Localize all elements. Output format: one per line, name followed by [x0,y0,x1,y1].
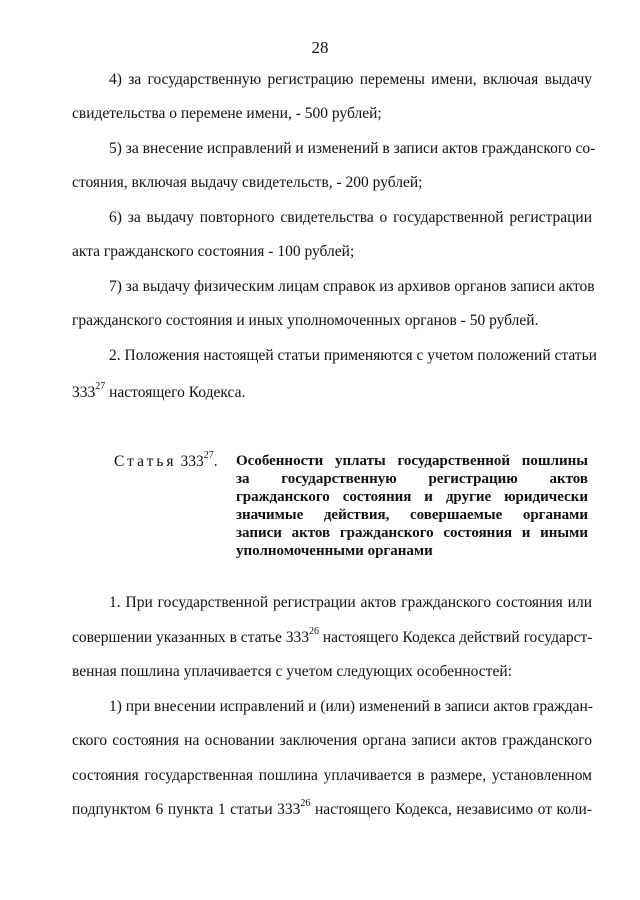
section-2-line-2 [72,380,592,403]
article-superscript: 27 [95,380,106,392]
paragraph-7-line-1: 7) за выдачу физическим лицам справок из архивов органов записи актов [109,278,595,295]
body-2-line-4-pre: подпунктом 6 пункта 1 статьи [72,801,278,818]
article-label-superscript: 27 [203,449,214,461]
body-2-article-superscript: 26 [300,797,311,809]
body-2-article-number: 333 [277,801,301,818]
body-2-line-1: 1) при внесении исправлений и (или) изменений в записи актов граждан- [109,698,593,715]
body-1-line-1: 1. При государственной регистрации актов гражданского состояния или [109,594,592,611]
paragraph-6-line-1: 6) за выдачу повторного свидетельства о государственной регистрации [109,209,592,226]
body-2-line-4 [72,797,592,820]
article-title-line-4: значимые действия, совершаемые органами [236,507,588,523]
page-number: 28 [311,38,329,57]
paragraph-5-line-1: 5) за внесение исправлений и изменений в записи актов гражданского со- [109,140,596,157]
body-1-line-2 [72,625,593,648]
article-label-dot: . [213,453,218,470]
paragraph-6-line-2: акта гражданского состояния - 100 рублей; [72,243,355,260]
article-title-line-2: за государственную регистрацию актов [236,471,588,487]
article-title-line-3: гражданского состояния и другие юридически [236,489,588,505]
article-label-word: Статья [114,453,177,470]
article-title-line-5: записи актов гражданского состояния и иными [236,525,588,541]
body-1-line-2-pre: совершении указанных в статье [72,629,286,646]
body-2-line-3: состояния государственная пошлина уплачивается в размере, установленном [72,767,592,784]
body-1-line-3: венная пошлина уплачивается с учетом следующих особенностей: [72,663,512,680]
article-title-line-1: Особенности уплаты государственной пошлины [236,453,588,469]
article-title-line-6: уполномоченными органами [236,543,433,559]
paragraph-7-line-2: гражданского состояния и иных уполномоченных органов - 50 рублей. [72,312,539,329]
paragraph-4-line-1: 4) за государственную регистрацию перемены имени, включая выдачу [109,71,592,88]
body-1-article-superscript: 26 [308,625,319,637]
body-2-line-2: ского состояния на основании заключения органа записи актов гражданского [72,732,592,749]
article-number: 333 [72,384,96,401]
article-label [114,449,218,472]
section-2-line-1: 2. Положения настоящей статьи применяются с учетом положений статьи [109,347,597,364]
paragraph-4-line-2: свидетельства о перемене имени, - 500 рублей; [72,105,382,122]
article-label-number: 333 [180,453,204,470]
body-1-article-number: 333 [285,629,309,646]
body-1-line-2-rest: настоящего Кодекса действий государст- [318,629,593,646]
body-2-line-4-rest: настоящего Кодекса, независимо от коли- [310,801,592,818]
paragraph-5-line-2: стояния, включая выдачу свидетельств, - 200 рублей; [72,174,423,191]
section-2-line-2-rest: настоящего Кодекса. [105,384,246,401]
